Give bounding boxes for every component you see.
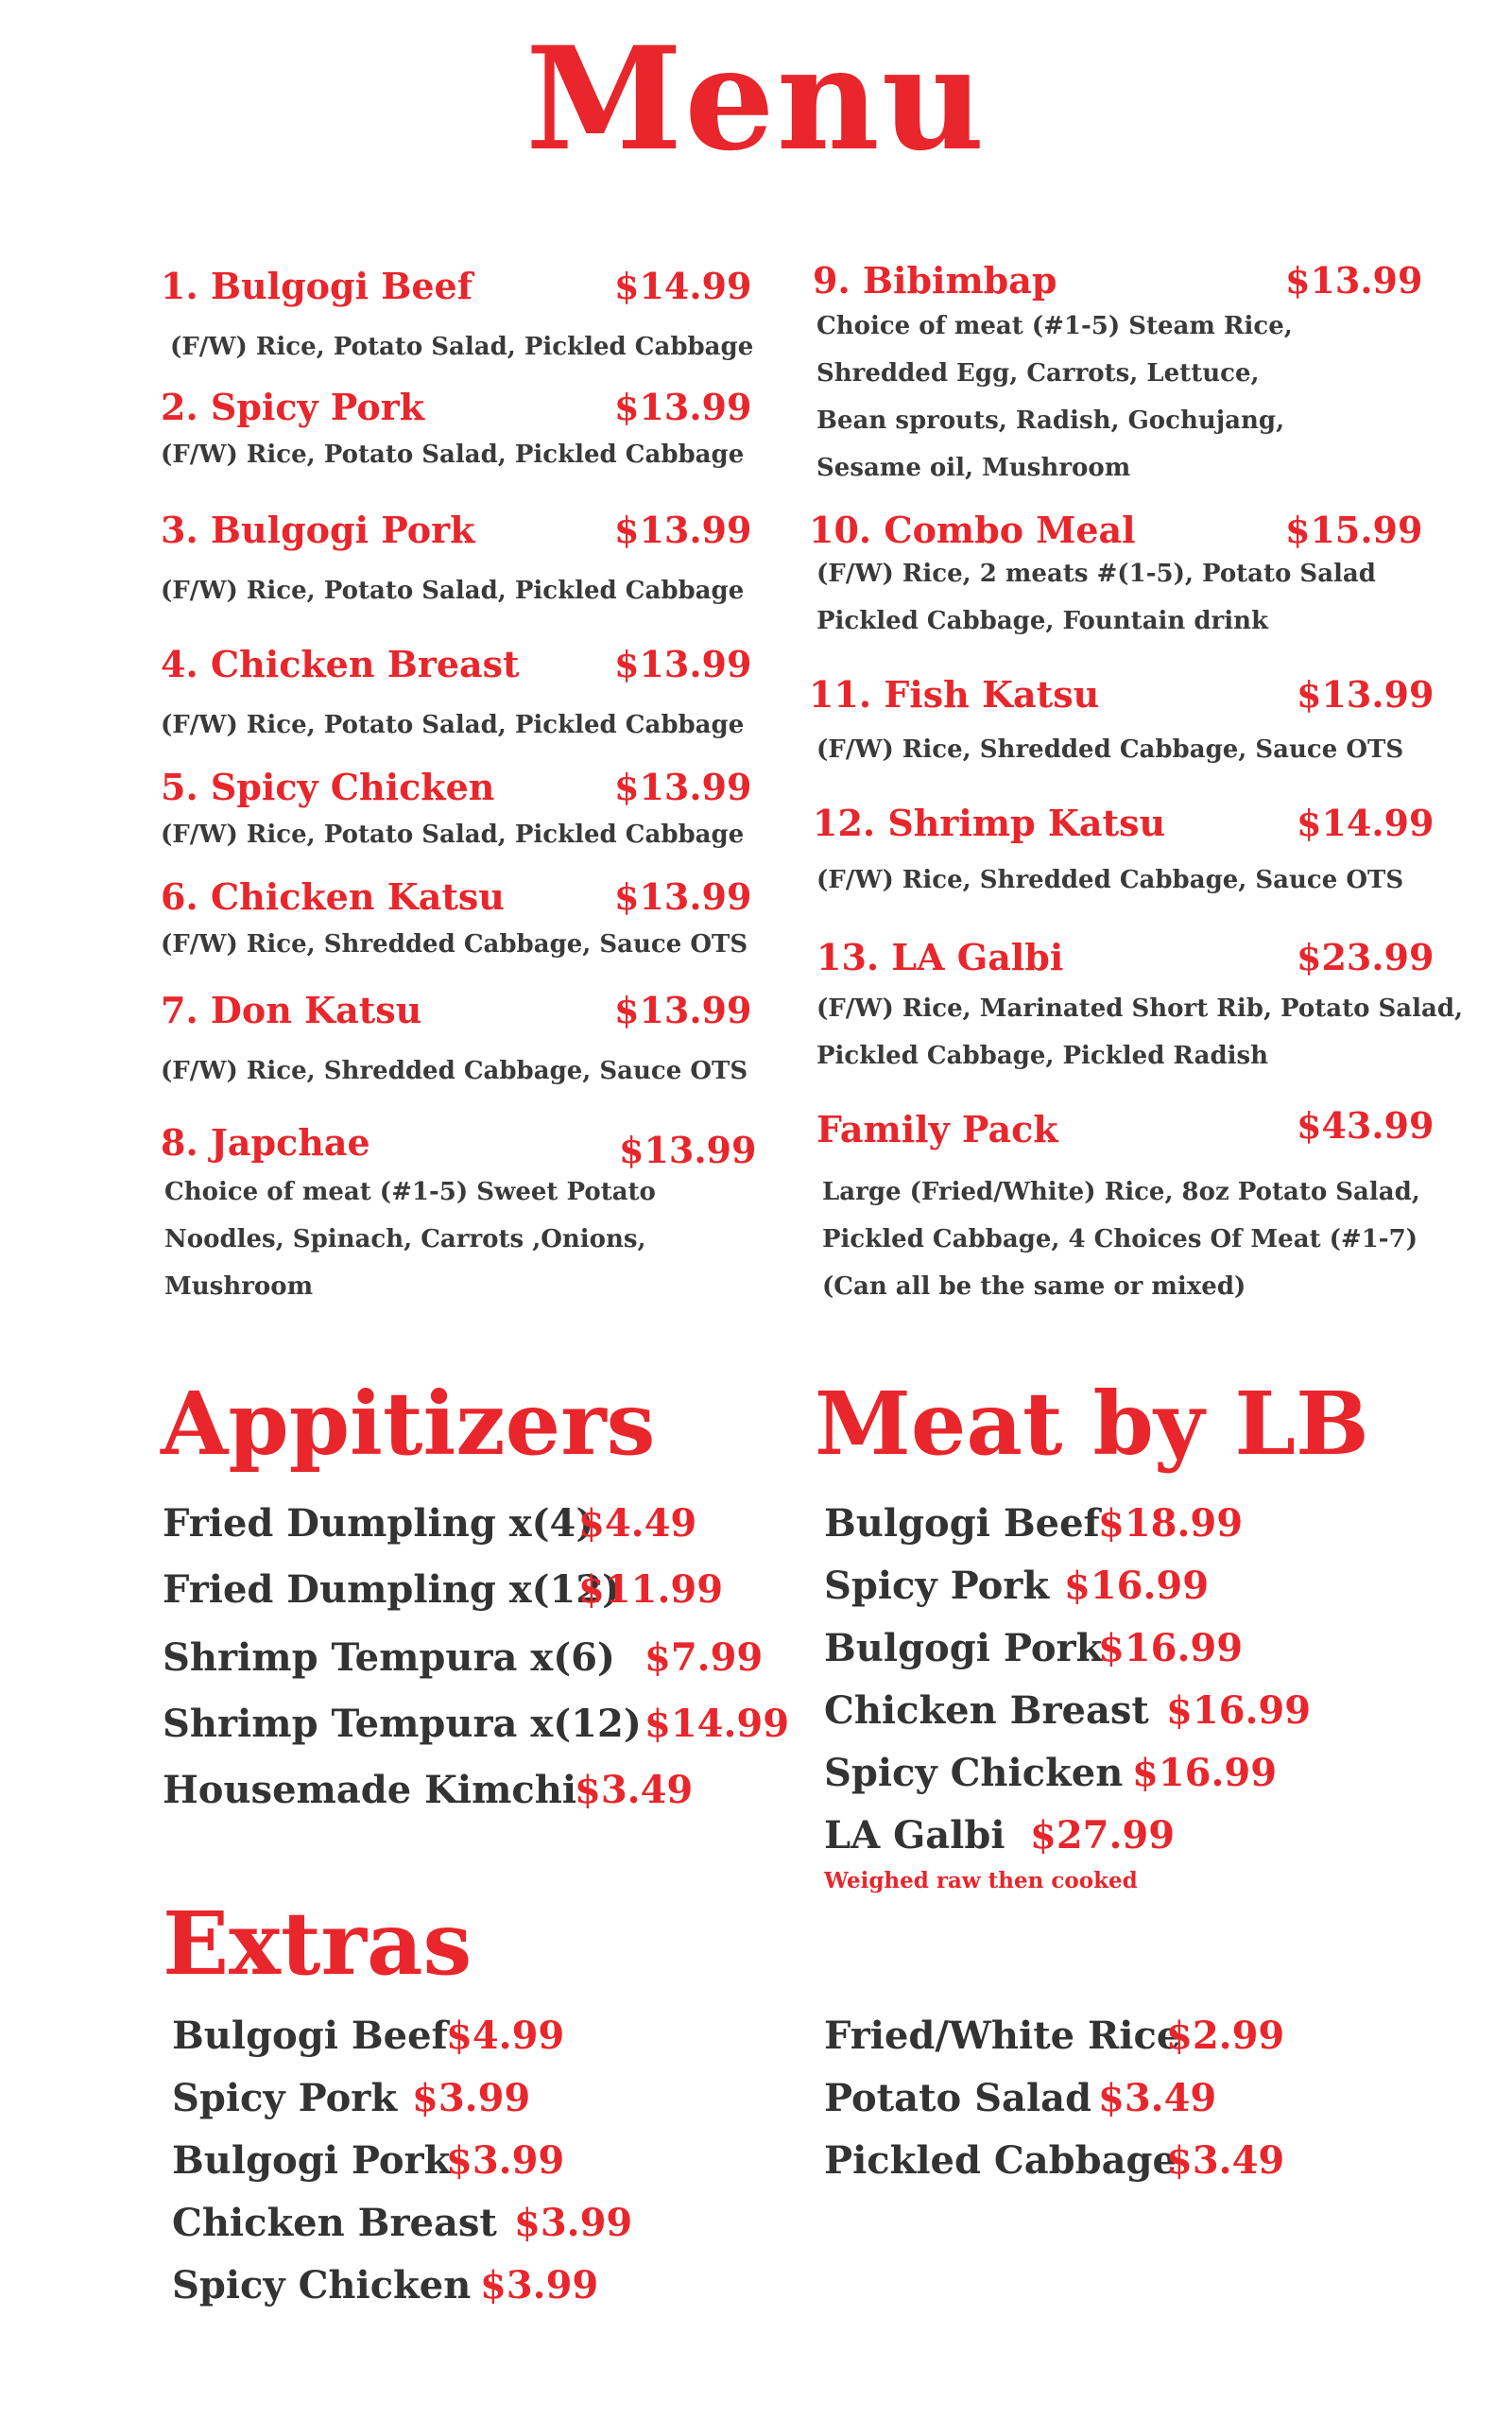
item-desc: Bean sprouts, Radish, Gochujang, <box>816 406 1285 435</box>
item-desc: (F/W) Rice, Shredded Cabbage, Sauce OTS <box>161 1057 748 1085</box>
item-desc: (F/W) Rice, Shredded Cabbage, Sauce OTS <box>816 735 1404 764</box>
item-name: 10. Combo Meal <box>809 509 1136 551</box>
extras-row <box>172 2201 633 2245</box>
item-price: $23.99 <box>1297 936 1435 978</box>
appetizer-row <box>163 1567 724 1612</box>
item-desc: Pickled Cabbage, 4 Choices Of Meat (#1-7) <box>822 1225 1418 1253</box>
extras-price: $3.49 <box>1098 2076 1217 2120</box>
extras-price: $3.99 <box>446 2138 565 2183</box>
extras-row <box>824 2138 1285 2183</box>
extras-row <box>824 2014 1285 2058</box>
appetizer-label: Shrimp Tempura x(6) <box>163 1635 615 1680</box>
item-name: 5. Spicy Chicken <box>161 766 495 808</box>
extras-row <box>172 2076 531 2120</box>
item-desc: (F/W) Rice, Marinated Short Rib, Potato Salad, <box>816 994 1464 1023</box>
meat-row <box>824 1813 1176 1858</box>
meat-price: $16.99 <box>1166 1688 1312 1733</box>
item-name: Family Pack <box>816 1108 1058 1150</box>
appetizers-heading: Appitizers <box>161 1373 656 1475</box>
extras-row <box>172 2138 565 2183</box>
meat-price: $16.99 <box>1064 1564 1210 1608</box>
item-price: $13.99 <box>1297 673 1435 716</box>
extras-label: Pickled Cabbage <box>824 2138 1177 2183</box>
meat-row <box>824 1751 1278 1795</box>
item-price: $13.99 <box>619 1129 757 1171</box>
appetizer-row <box>163 1702 790 1746</box>
extras-label: Fried/White Rice <box>824 2014 1181 2058</box>
item-price: $13.99 <box>614 875 752 918</box>
meat-label: Spicy Chicken <box>824 1751 1124 1795</box>
item-name: 13. LA Galbi <box>816 936 1064 978</box>
item-desc: (F/W) Rice, Shredded Cabbage, Sauce OTS <box>161 930 748 959</box>
item-desc: (F/W) Rice, Potato Salad, Pickled Cabbage <box>161 711 745 739</box>
item-desc: Mushroom <box>164 1272 314 1301</box>
appetizer-price: $7.99 <box>644 1635 764 1680</box>
meat-by-lb-heading: Meat by LB <box>815 1373 1369 1475</box>
item-desc: (F/W) Rice, Potato Salad, Pickled Cabbage <box>170 333 754 361</box>
item-desc: Choice of meat (#1-5) Steam Rice, <box>816 312 1293 340</box>
appetizer-price: $3.49 <box>575 1768 694 1812</box>
meat-price: $18.99 <box>1098 1501 1244 1546</box>
item-name: 6. Chicken Katsu <box>161 875 505 918</box>
meat-price: $27.99 <box>1030 1813 1176 1858</box>
extras-price: $4.99 <box>446 2014 565 2058</box>
extras-price: $2.99 <box>1166 2014 1285 2058</box>
item-desc: Pickled Cabbage, Pickled Radish <box>816 1042 1269 1070</box>
extras-price: $3.99 <box>480 2263 599 2308</box>
extras-row <box>172 2014 565 2058</box>
appetizer-price: $4.49 <box>578 1501 697 1546</box>
meat-row <box>824 1626 1244 1670</box>
extras-heading: Extras <box>163 1893 472 1995</box>
extras-label: Chicken Breast <box>172 2201 497 2245</box>
appetizer-label: Fried Dumpling x(4) <box>163 1501 594 1546</box>
item-price: $13.99 <box>614 509 752 551</box>
extras-row <box>172 2263 599 2308</box>
item-price: $43.99 <box>1297 1104 1435 1147</box>
item-name: 8. Japchae <box>161 1121 370 1164</box>
item-price: $15.99 <box>1285 509 1423 551</box>
item-desc: Shredded Egg, Carrots, Lettuce, <box>816 359 1260 388</box>
item-desc: Large (Fried/White) Rice, 8oz Potato Salad, <box>822 1178 1420 1206</box>
meat-label: Spicy Pork <box>824 1564 1050 1608</box>
item-price: $13.99 <box>614 766 752 808</box>
meat-note: Weighed raw then cooked <box>824 1868 1138 1893</box>
meat-label: Bulgogi Pork <box>824 1626 1103 1670</box>
meat-label: LA Galbi <box>824 1813 1005 1858</box>
meat-row <box>824 1564 1210 1608</box>
meat-price: $16.99 <box>1098 1626 1244 1670</box>
item-price: $13.99 <box>614 643 752 685</box>
extras-label: Spicy Chicken <box>172 2263 472 2308</box>
appetizer-label: Fried Dumpling x(12) <box>163 1567 621 1612</box>
item-desc: (F/W) Rice, Shredded Cabbage, Sauce OTS <box>816 866 1404 894</box>
menu-title: Menu <box>525 16 987 182</box>
item-price: $13.99 <box>1285 259 1423 302</box>
appetizer-price: $11.99 <box>578 1567 724 1612</box>
item-name: 1. Bulgogi Beef <box>161 265 473 307</box>
item-price: $13.99 <box>614 989 752 1031</box>
item-desc: Sesame oil, Mushroom <box>816 454 1131 482</box>
item-desc: Choice of meat (#1-5) Sweet Potato <box>164 1178 656 1206</box>
appetizer-row <box>163 1768 694 1812</box>
item-desc: (F/W) Rice, Potato Salad, Pickled Cabbage <box>161 821 745 849</box>
item-name: 12. Shrimp Katsu <box>813 802 1166 844</box>
item-name: 9. Bibimbap <box>813 259 1057 302</box>
extras-price: $3.99 <box>412 2076 531 2120</box>
extras-label: Bulgogi Beef <box>172 2014 448 2058</box>
item-price: $14.99 <box>1297 802 1435 844</box>
item-name: 7. Don Katsu <box>161 989 422 1031</box>
extras-price: $3.49 <box>1166 2138 1285 2183</box>
extras-price: $3.99 <box>514 2201 633 2245</box>
item-name: 3. Bulgogi Pork <box>161 509 475 551</box>
item-desc: (F/W) Rice, 2 meats #(1-5), Potato Salad <box>816 560 1376 588</box>
item-price: $14.99 <box>614 265 752 307</box>
appetizer-price: $14.99 <box>644 1702 790 1746</box>
item-name: 11. Fish Katsu <box>809 673 1100 716</box>
meat-label: Chicken Breast <box>824 1688 1149 1733</box>
item-desc: (F/W) Rice, Potato Salad, Pickled Cabbage <box>161 441 745 469</box>
extras-label: Spicy Pork <box>172 2076 398 2120</box>
item-name: 4. Chicken Breast <box>161 643 520 685</box>
appetizer-label: Shrimp Tempura x(12) <box>163 1702 642 1746</box>
item-desc: (F/W) Rice, Potato Salad, Pickled Cabbage <box>161 577 745 605</box>
meat-row <box>824 1501 1244 1546</box>
extras-label: Potato Salad <box>824 2076 1092 2120</box>
appetizer-row <box>163 1501 697 1546</box>
meat-label: Bulgogi Beef <box>824 1501 1100 1546</box>
appetizer-label: Housemade Kimchi <box>163 1768 577 1812</box>
item-desc: Noodles, Spinach, Carrots ,Onions, <box>164 1225 646 1253</box>
item-price: $13.99 <box>614 386 752 428</box>
extras-label: Bulgogi Pork <box>172 2138 451 2183</box>
meat-row <box>824 1688 1312 1733</box>
meat-price: $16.99 <box>1132 1751 1278 1795</box>
appetizer-row <box>163 1635 764 1680</box>
extras-row <box>824 2076 1217 2120</box>
item-name: 2. Spicy Pork <box>161 386 425 428</box>
item-desc: Pickled Cabbage, Fountain drink <box>816 607 1269 635</box>
item-desc: (Can all be the same or mixed) <box>822 1272 1246 1301</box>
